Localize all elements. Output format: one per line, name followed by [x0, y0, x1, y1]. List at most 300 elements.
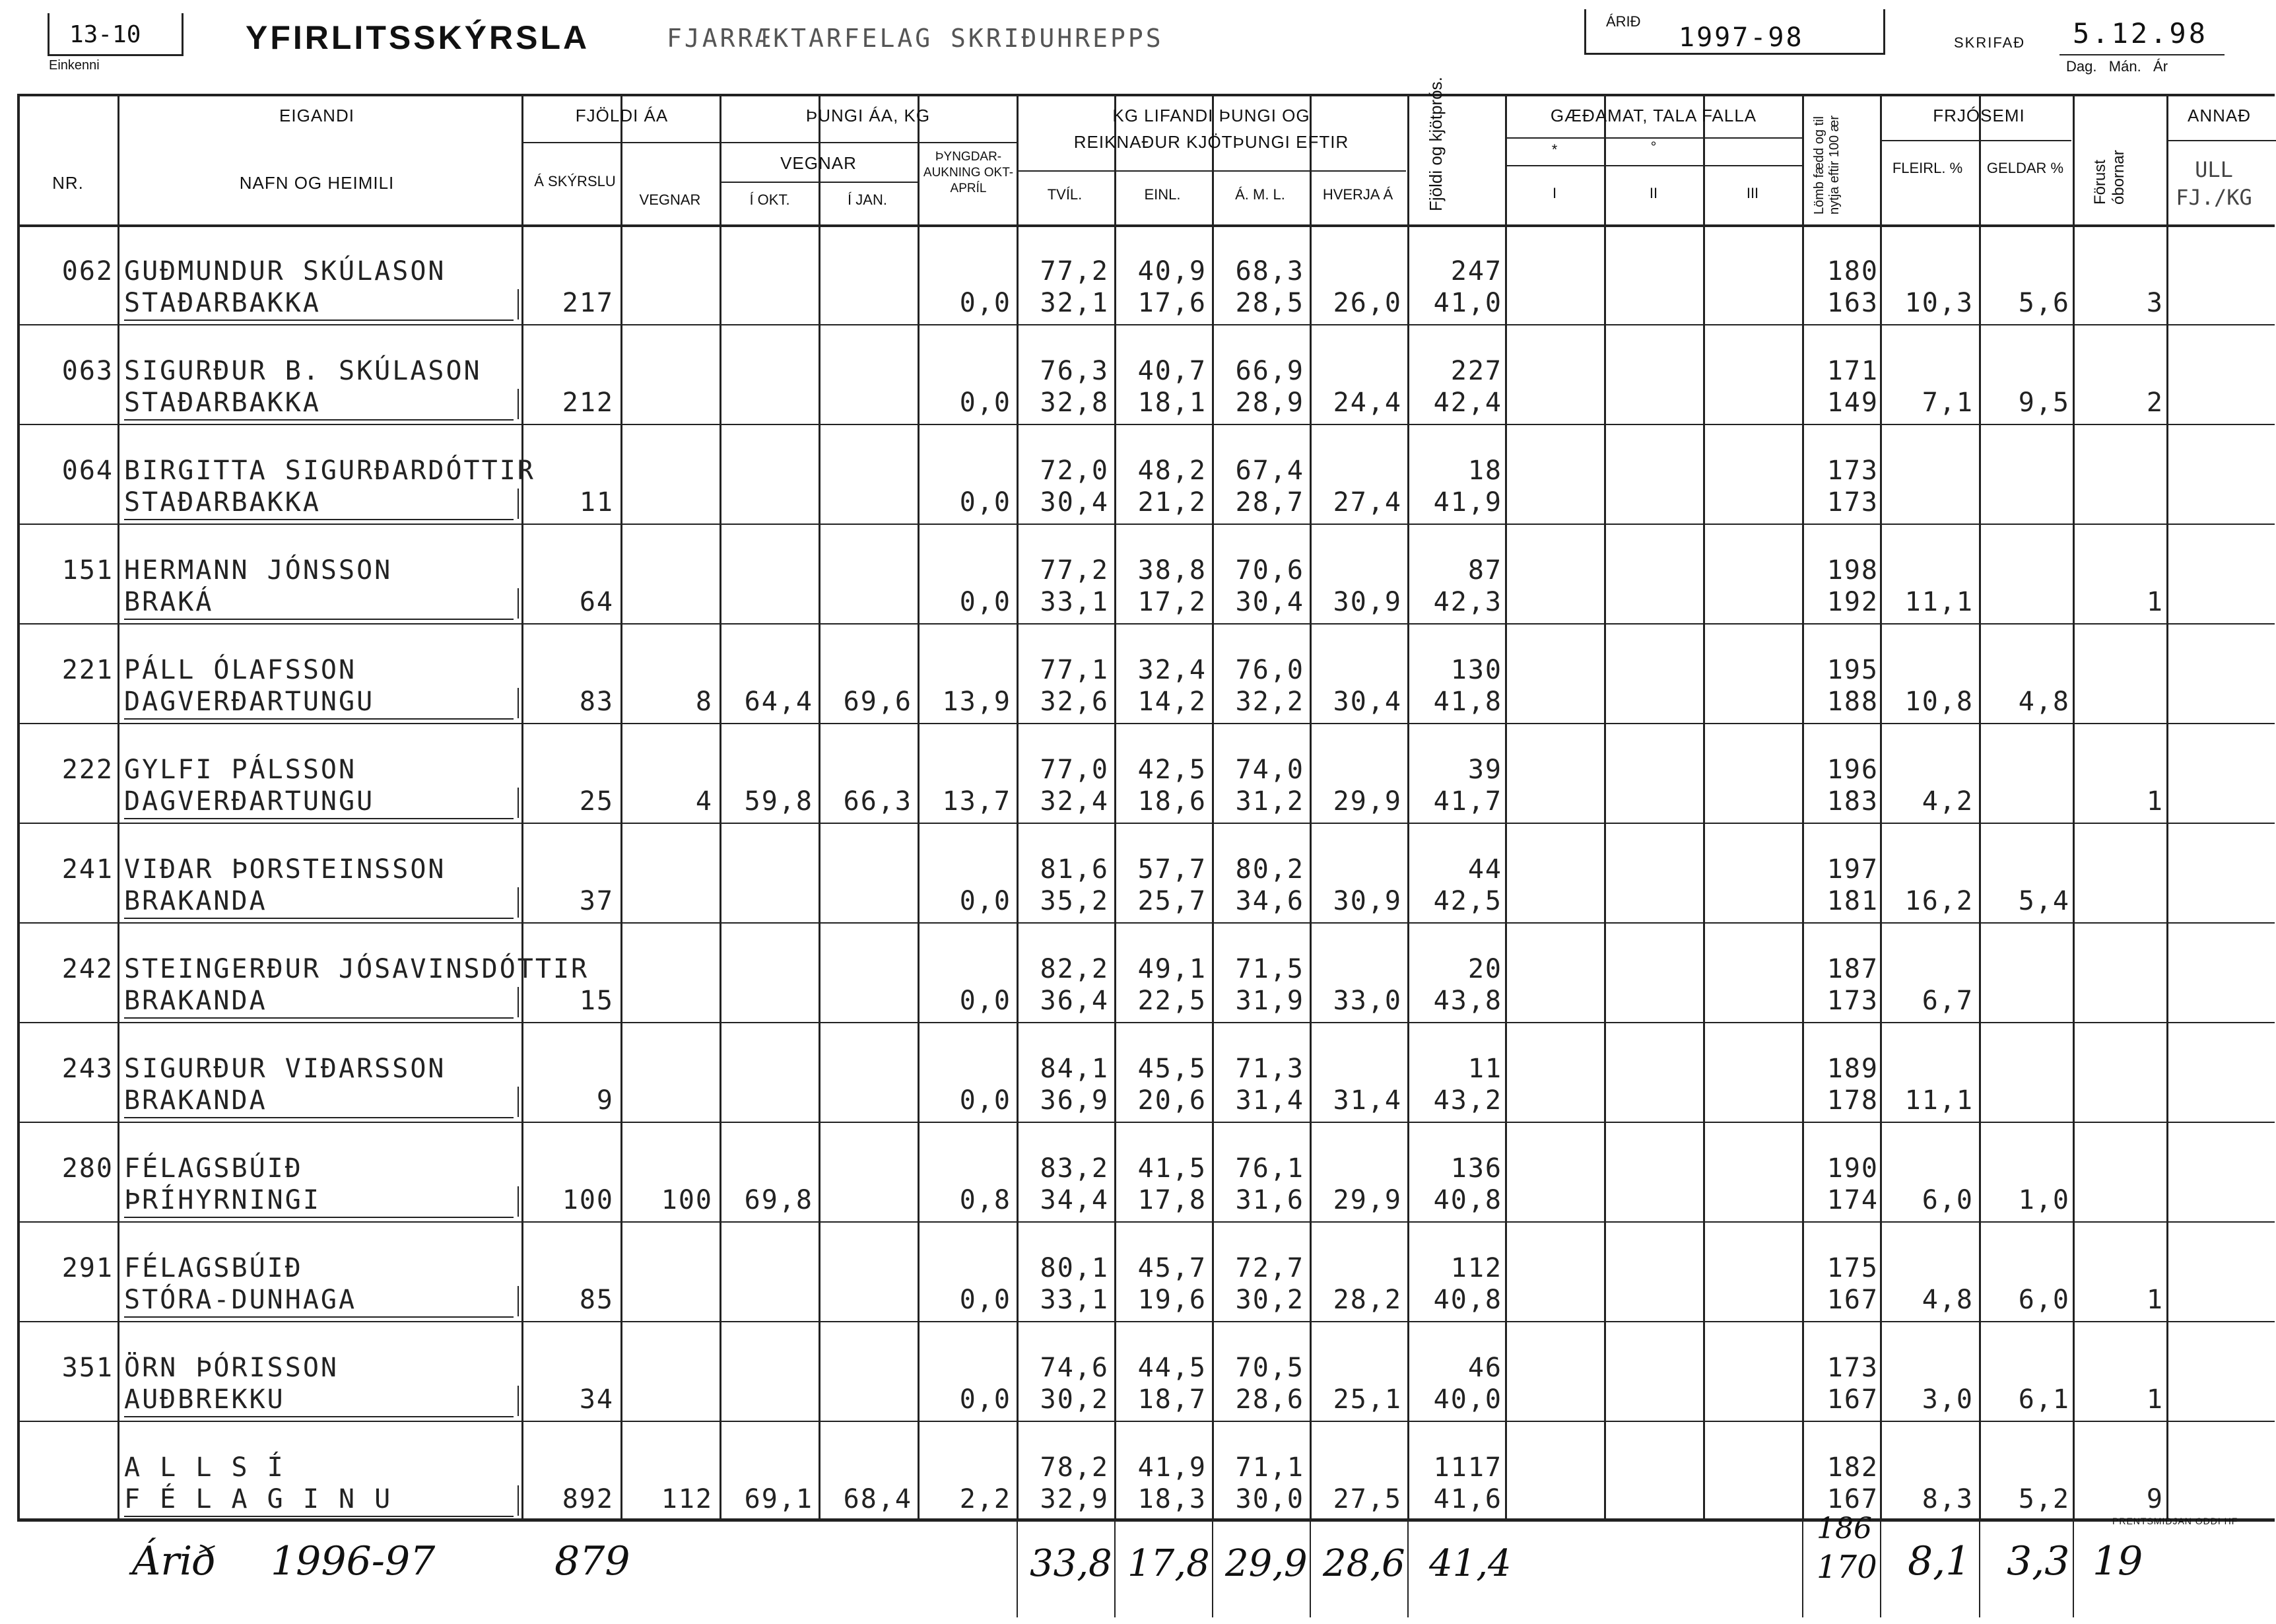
ewes-on-report: 9: [596, 1085, 614, 1116]
row-nr: 291: [61, 1253, 114, 1283]
ewes-on-report: 892: [562, 1484, 614, 1514]
owner-name: ÖRN ÞÓRISSON: [124, 1353, 339, 1383]
weight-oct: 59,8: [744, 786, 813, 817]
col-q1: I: [1552, 185, 1557, 201]
carcass-count: 11: [1467, 1054, 1502, 1084]
single-carcass: 25,7: [1137, 886, 1207, 916]
lambs-born: 173: [1826, 1353, 1879, 1383]
weight-jan: 66,3: [843, 786, 912, 817]
owner-farm: STAÐARBAKKA: [124, 487, 321, 518]
died-unborn: 1: [2146, 1384, 2164, 1415]
twin-live: 77,2: [1040, 256, 1109, 287]
multiple-pct: 11,1: [1904, 1085, 1974, 1116]
lambs-used: 174: [1826, 1185, 1879, 1215]
owner-farm: BRAKANDA: [124, 986, 267, 1016]
single-live: 57,7: [1137, 854, 1207, 885]
col-quality-group: GÆÐAMAT, TALA FALLA: [1550, 106, 1757, 125]
ewes-on-report: 11: [579, 487, 614, 518]
lambs-born: 197: [1826, 854, 1879, 885]
col-ewes-group: FJÖLDI ÁA: [575, 106, 669, 125]
ewes-on-report: 83: [579, 687, 614, 717]
per-ewe-carcass: 30,9: [1333, 886, 1402, 916]
multiple-pct: 4,2: [1922, 786, 1974, 817]
aml-live: 76,0: [1235, 655, 1304, 685]
died-unborn: 1: [2146, 1285, 2164, 1315]
owner-name: VIÐAR ÞORSTEINSSON: [124, 854, 446, 885]
ewes-on-report: 34: [579, 1384, 614, 1415]
barren-pct: 5,4: [2018, 886, 2070, 916]
hand-each: 28,6: [1323, 1542, 1405, 1585]
col-wool: ULL FJ./KG: [2176, 157, 2252, 210]
owner-name: GYLFI PÁLSSON: [124, 755, 357, 785]
per-ewe-carcass: 25,1: [1333, 1384, 1402, 1415]
lambs-used: 192: [1826, 587, 1879, 617]
hand-fleirl: 8,1: [1908, 1538, 1971, 1584]
weight-gain: 0,0: [959, 1085, 1011, 1116]
form-id-box: [48, 13, 184, 56]
lambs-born: 171: [1826, 356, 1879, 386]
col-geldar: GELDAR %: [1986, 160, 2064, 176]
lambs-born: 190: [1826, 1153, 1879, 1184]
died-unborn: 1: [2146, 786, 2164, 817]
row-nr: 064: [61, 456, 114, 486]
lambs-born: 175: [1826, 1253, 1879, 1283]
col-lambs: Lömb fædd og til nytja eftir 100 ær: [1812, 115, 1842, 215]
col-single: EINL.: [1144, 186, 1181, 203]
lambs-used: 173: [1826, 487, 1879, 518]
lambs-used: 167: [1826, 1384, 1879, 1415]
lambs-born: 180: [1826, 256, 1879, 287]
twin-live: 77,0: [1040, 755, 1109, 785]
carcass-pct: 41,6: [1433, 1484, 1502, 1514]
twin-carcass: 32,8: [1040, 388, 1109, 418]
col-kg-group-2: REIKNAÐUR KJÖTÞUNGI EFTIR: [1073, 132, 1349, 152]
carcass-count: 18: [1467, 456, 1502, 486]
col-other-group: ANNAÐ: [2187, 106, 2251, 125]
row-nr: 222: [61, 755, 114, 785]
owner-name: PÁLL ÓLAFSSON: [124, 655, 357, 685]
aml-carcass: 30,4: [1235, 587, 1304, 617]
barren-pct: 9,5: [2018, 388, 2070, 418]
weight-gain: 0,0: [959, 487, 1011, 518]
col-weighed: VEGNAR: [780, 153, 857, 173]
multiple-pct: 16,2: [1904, 886, 1974, 916]
per-ewe-carcass: 31,4: [1333, 1085, 1402, 1116]
multiple-pct: 4,8: [1922, 1285, 1974, 1315]
ewes-on-report: 37: [579, 886, 614, 916]
multiple-pct: 8,3: [1922, 1484, 1974, 1514]
single-carcass: 17,6: [1137, 288, 1207, 318]
twin-carcass: 32,1: [1040, 288, 1109, 318]
hand-year: 1996-97: [271, 1538, 436, 1584]
twin-live: 76,3: [1040, 356, 1109, 386]
carcass-pct: 41,7: [1433, 786, 1502, 817]
died-unborn: 1: [2146, 587, 2164, 617]
carcass-pct: 42,5: [1433, 886, 1502, 916]
single-carcass: 18,3: [1137, 1484, 1207, 1514]
single-live: 42,5: [1137, 755, 1207, 785]
multiple-pct: 7,1: [1922, 388, 1974, 418]
weight-gain: 0,0: [959, 288, 1011, 318]
twin-live: 84,1: [1040, 1054, 1109, 1084]
lambs-born: 189: [1826, 1054, 1879, 1084]
row-nr: 241: [61, 854, 114, 885]
single-live: 32,4: [1137, 655, 1207, 685]
owner-name: FÉLAGSBÚIÐ: [124, 1253, 303, 1283]
owner-farm: STÓRA-DUNHAGA: [124, 1285, 357, 1315]
aml-carcass: 28,6: [1235, 1384, 1304, 1415]
col-gain: ÞYNGDAR-AUKNING OKT-APRÍL: [923, 150, 1014, 195]
twin-carcass: 30,2: [1040, 1384, 1109, 1415]
carcass-pct: 42,3: [1433, 587, 1502, 617]
twin-carcass: 34,4: [1040, 1185, 1109, 1215]
row-nr: 221: [61, 655, 114, 685]
carcass-count: 130: [1450, 655, 1502, 685]
multiple-pct: 10,8: [1904, 687, 1974, 717]
single-live: 48,2: [1137, 456, 1207, 486]
lambs-used: 167: [1826, 1285, 1879, 1315]
twin-live: 72,0: [1040, 456, 1109, 486]
row-nr: 151: [61, 555, 114, 586]
page-title: YFIRLITSSKÝRSLA: [246, 19, 590, 56]
twin-carcass: 35,2: [1040, 886, 1109, 916]
died-unborn: 9: [2146, 1484, 2164, 1514]
twin-live: 78,2: [1040, 1452, 1109, 1483]
per-ewe-carcass: 27,5: [1333, 1484, 1402, 1514]
single-carcass: 14,2: [1137, 687, 1207, 717]
single-carcass: 18,7: [1137, 1384, 1207, 1415]
single-carcass: 22,5: [1137, 986, 1207, 1016]
carcass-count: 136: [1450, 1153, 1502, 1184]
weight-gain: 0,0: [959, 388, 1011, 418]
weight-oct: 69,8: [744, 1185, 813, 1215]
col-fert-group: FRJÓSEMI: [1933, 106, 2025, 125]
twin-carcass: 36,9: [1040, 1085, 1109, 1116]
row-nr: 280: [61, 1153, 114, 1184]
carcass-pct: 42,4: [1433, 388, 1502, 418]
multiple-pct: 10,3: [1904, 288, 1974, 318]
carcass-count: 227: [1450, 356, 1502, 386]
aml-live: 74,0: [1235, 755, 1304, 785]
aml-carcass: 28,5: [1235, 288, 1304, 318]
owner-name: BIRGITTA SIGURÐARDÓTTIR: [124, 456, 535, 486]
society-name: FJARRÆKTARFELAG SKRIÐUHREPPS: [667, 24, 1164, 53]
per-ewe-carcass: 26,0: [1333, 288, 1402, 318]
col-twin: TVÍL.: [1047, 186, 1083, 203]
col-fleirl: FLEIRL. %: [1892, 160, 1963, 176]
carcass-pct: 43,8: [1433, 986, 1502, 1016]
lambs-used: 167: [1826, 1484, 1879, 1514]
aml-carcass: 34,6: [1235, 886, 1304, 916]
barren-pct: 4,8: [2018, 687, 2070, 717]
aml-carcass: 30,2: [1235, 1285, 1304, 1315]
single-carcass: 18,1: [1137, 388, 1207, 418]
col-oct: Í OKT.: [749, 191, 790, 208]
carcass-count: 44: [1467, 854, 1502, 885]
ewes-on-report: 64: [579, 587, 614, 617]
owner-name: SIGURÐUR VIÐARSSON: [124, 1054, 446, 1084]
multiple-pct: 6,0: [1922, 1185, 1974, 1215]
single-live: 49,1: [1137, 954, 1207, 984]
owner-farm: BRAKANDA: [124, 886, 267, 916]
hand-single: 17,8: [1127, 1542, 1210, 1585]
aml-carcass: 28,7: [1235, 487, 1304, 518]
owner-name: SIGURÐUR B. SKÚLASON: [124, 356, 482, 386]
date-format: Dag. Mán. Ár: [2066, 58, 2168, 75]
aml-carcass: 31,2: [1235, 786, 1304, 817]
per-ewe-carcass: 24,4: [1333, 388, 1402, 418]
weight-gain: 0,8: [959, 1185, 1011, 1215]
aml-carcass: 30,0: [1235, 1484, 1304, 1514]
per-ewe-carcass: 33,0: [1333, 986, 1402, 1016]
per-ewe-carcass: 27,4: [1333, 487, 1402, 518]
single-live: 45,5: [1137, 1054, 1207, 1084]
twin-live: 81,6: [1040, 854, 1109, 885]
aml-live: 71,5: [1235, 954, 1304, 984]
carcass-count: 87: [1467, 555, 1502, 586]
col-jan: Í JAN.: [848, 191, 887, 208]
col-q-star: *: [1551, 141, 1558, 158]
twin-carcass: 33,1: [1040, 1285, 1109, 1315]
single-carcass: 21,2: [1137, 487, 1207, 518]
hand-ewes: 879: [554, 1538, 630, 1584]
lambs-used: 149: [1826, 388, 1879, 418]
owner-farm: BRAKÁ: [124, 587, 214, 617]
ewes-weighed: 4: [695, 786, 713, 817]
single-live: 44,5: [1137, 1353, 1207, 1383]
row-nr: 063: [61, 356, 114, 386]
weight-jan: 69,6: [843, 687, 912, 717]
multiple-pct: 3,0: [1922, 1384, 1974, 1415]
form-id: 13-10: [69, 21, 141, 48]
year-label: ÁRIÐ: [1606, 13, 1641, 30]
aml-carcass: 32,2: [1235, 687, 1304, 717]
barren-pct: 1,0: [2018, 1185, 2070, 1215]
hand-pct: 41,4: [1429, 1542, 1512, 1585]
owner-farm: BRAKANDA: [124, 1085, 267, 1116]
col-q2: II: [1649, 185, 1658, 201]
per-ewe-carcass: 29,9: [1333, 1185, 1402, 1215]
year-value: 1997-98: [1679, 22, 1804, 53]
weight-gain: 2,2: [959, 1484, 1011, 1514]
twin-carcass: 36,4: [1040, 986, 1109, 1016]
twin-carcass: 33,1: [1040, 587, 1109, 617]
col-aml: Á. M. L.: [1235, 186, 1285, 203]
twin-carcass: 32,4: [1040, 786, 1109, 817]
per-ewe-carcass: 30,9: [1333, 587, 1402, 617]
row-nr: 351: [61, 1353, 114, 1383]
written-label: SKRIFAÐ: [1954, 34, 2026, 51]
single-carcass: 17,8: [1137, 1185, 1207, 1215]
ewes-weighed: 100: [661, 1185, 713, 1215]
col-weight-group: ÞUNGI ÁA, KG: [805, 106, 931, 125]
aml-live: 76,1: [1235, 1153, 1304, 1184]
owner-farm: DAGVERÐARTUNGU: [124, 786, 375, 817]
twin-carcass: 32,9: [1040, 1484, 1109, 1514]
row-nr: 242: [61, 954, 114, 984]
single-live: 40,7: [1137, 356, 1207, 386]
lambs-born: 182: [1826, 1452, 1879, 1483]
weight-oct: 69,1: [744, 1484, 813, 1514]
aml-live: 72,7: [1235, 1253, 1304, 1283]
carcass-count: 1117: [1433, 1452, 1502, 1483]
row-nr: 243: [61, 1054, 114, 1084]
carcass-pct: 41,0: [1433, 288, 1502, 318]
col-each: HVERJA Á: [1322, 186, 1393, 203]
owner-name: HERMANN JÓNSSON: [124, 555, 393, 586]
weight-oct: 64,4: [744, 687, 813, 717]
aml-live: 71,3: [1235, 1054, 1304, 1084]
single-live: 40,9: [1137, 256, 1207, 287]
carcass-count: 20: [1467, 954, 1502, 984]
carcass-count: 46: [1467, 1353, 1502, 1383]
lambs-used: 183: [1826, 786, 1879, 817]
aml-carcass: 31,9: [1235, 986, 1304, 1016]
row-nr: 062: [61, 256, 114, 287]
aml-carcass: 31,6: [1235, 1185, 1304, 1215]
barren-pct: 5,6: [2018, 288, 2070, 318]
lambs-born: 173: [1826, 456, 1879, 486]
lambs-born: 187: [1826, 954, 1879, 984]
aml-live: 70,6: [1235, 555, 1304, 586]
carcass-pct: 40,0: [1433, 1384, 1502, 1415]
weight-gain: 0,0: [959, 1285, 1011, 1315]
ewes-on-report: 25: [579, 786, 614, 817]
written-date: 5.12.98: [2073, 17, 2209, 50]
barren-pct: 5,2: [2018, 1484, 2070, 1514]
hand-forust: 19: [2092, 1538, 2143, 1584]
hand-label: Árið: [132, 1538, 217, 1584]
printer-credit: PRENTSMIÐJAN ODDI HF: [2112, 1516, 2238, 1526]
col-ewes-report: Á SKÝRSLU: [534, 173, 616, 189]
per-ewe-carcass: 30,4: [1333, 687, 1402, 717]
ewes-on-report: 85: [579, 1285, 614, 1315]
twin-live: 82,2: [1040, 954, 1109, 984]
col-q-circle: °: [1650, 139, 1657, 155]
carcass-count: 247: [1450, 256, 1502, 287]
twin-live: 80,1: [1040, 1253, 1109, 1283]
twin-live: 83,2: [1040, 1153, 1109, 1184]
single-live: 45,7: [1137, 1253, 1207, 1283]
single-live: 38,8: [1137, 555, 1207, 586]
carcass-pct: 40,8: [1433, 1185, 1502, 1215]
owner-name: GUÐMUNDUR SKÚLASON: [124, 256, 446, 287]
form-id-label: Einkenni: [49, 58, 100, 73]
weight-gain: 0,0: [959, 587, 1011, 617]
owner-farm: ÞRÍHYRNINGI: [124, 1185, 321, 1215]
lambs-used: 178: [1826, 1085, 1879, 1116]
barren-pct: 6,1: [2018, 1384, 2070, 1415]
ewes-on-report: 100: [562, 1185, 614, 1215]
hand-twin: 33,8: [1030, 1542, 1112, 1585]
multiple-pct: 11,1: [1904, 587, 1974, 617]
died-unborn: 2: [2146, 388, 2164, 418]
died-unborn: 3: [2146, 288, 2164, 318]
ewes-on-report: 15: [579, 986, 614, 1016]
aml-live: 71,1: [1235, 1452, 1304, 1483]
lambs-used: 181: [1826, 886, 1879, 916]
year-box: [1584, 9, 1885, 55]
ewes-on-report: 212: [562, 388, 614, 418]
lambs-born: 198: [1826, 555, 1879, 586]
weight-gain: 0,0: [959, 886, 1011, 916]
weight-gain: 0,0: [959, 986, 1011, 1016]
twin-live: 77,1: [1040, 655, 1109, 685]
col-kg-group-1: KG LIFANDI ÞUNGI OG: [1112, 106, 1310, 125]
aml-carcass: 31,4: [1235, 1085, 1304, 1116]
barren-pct: 6,0: [2018, 1285, 2070, 1315]
single-live: 41,5: [1137, 1153, 1207, 1184]
twin-carcass: 32,6: [1040, 687, 1109, 717]
carcass-count: 112: [1450, 1253, 1502, 1283]
col-owner: NAFN OG HEIMILI: [239, 173, 395, 193]
carcass-count: 39: [1467, 755, 1502, 785]
hand-lambs-2: 170: [1817, 1549, 1877, 1586]
carcass-pct: 43,2: [1433, 1085, 1502, 1116]
aml-live: 70,5: [1235, 1353, 1304, 1383]
ewes-weighed: 112: [661, 1484, 713, 1514]
hand-aml: 29,9: [1225, 1542, 1308, 1585]
per-ewe-carcass: 29,9: [1333, 786, 1402, 817]
single-carcass: 17,2: [1137, 587, 1207, 617]
aml-carcass: 28,9: [1235, 388, 1304, 418]
carcass-pct: 41,9: [1433, 487, 1502, 518]
col-ewes-weighed: VEGNAR: [639, 191, 701, 208]
owner-farm: AUÐBREKKU: [124, 1384, 285, 1415]
lambs-born: 196: [1826, 755, 1879, 785]
aml-live: 68,3: [1235, 256, 1304, 287]
lambs-used: 163: [1826, 288, 1879, 318]
owner-farm: DAGVERÐARTUNGU: [124, 687, 375, 717]
col-count-pct: Fjöldi og kjötprós.: [1426, 77, 1446, 211]
aml-live: 67,4: [1235, 456, 1304, 486]
owner-name: FÉLAGSBÚIÐ: [124, 1153, 303, 1184]
aml-live: 66,9: [1235, 356, 1304, 386]
col-forust: Förust óbornar: [2091, 150, 2127, 205]
hand-lambs-1: 186: [1817, 1512, 1872, 1545]
lambs-used: 188: [1826, 687, 1879, 717]
weight-jan: 68,4: [843, 1484, 912, 1514]
owner-name: STEINGERÐUR JÓSAVINSDÓTTIR: [124, 954, 589, 984]
single-carcass: 19,6: [1137, 1285, 1207, 1315]
twin-live: 74,6: [1040, 1353, 1109, 1383]
per-ewe-carcass: 28,2: [1333, 1285, 1402, 1315]
twin-live: 77,2: [1040, 555, 1109, 586]
owner-name: A L L S Í: [124, 1452, 285, 1483]
weight-gain: 0,0: [959, 1384, 1011, 1415]
owner-farm: F É L A G I N U: [124, 1484, 393, 1514]
owner-farm: STAÐARBAKKA: [124, 388, 321, 418]
weight-gain: 13,7: [942, 786, 1011, 817]
ewes-weighed: 8: [695, 687, 713, 717]
single-live: 41,9: [1137, 1452, 1207, 1483]
ewes-on-report: 217: [562, 288, 614, 318]
col-owner-group: EIGANDI: [279, 106, 354, 125]
lambs-used: 173: [1826, 986, 1879, 1016]
owner-farm: STAÐARBAKKA: [124, 288, 321, 318]
hand-geldar: 3,3: [2007, 1538, 2070, 1584]
weight-gain: 13,9: [942, 687, 1011, 717]
col-nr: NR.: [52, 173, 84, 193]
carcass-pct: 40,8: [1433, 1285, 1502, 1315]
single-carcass: 18,6: [1137, 786, 1207, 817]
multiple-pct: 6,7: [1922, 986, 1974, 1016]
carcass-pct: 41,8: [1433, 687, 1502, 717]
col-q3: III: [1746, 185, 1759, 201]
lambs-born: 195: [1826, 655, 1879, 685]
twin-carcass: 30,4: [1040, 487, 1109, 518]
single-carcass: 20,6: [1137, 1085, 1207, 1116]
